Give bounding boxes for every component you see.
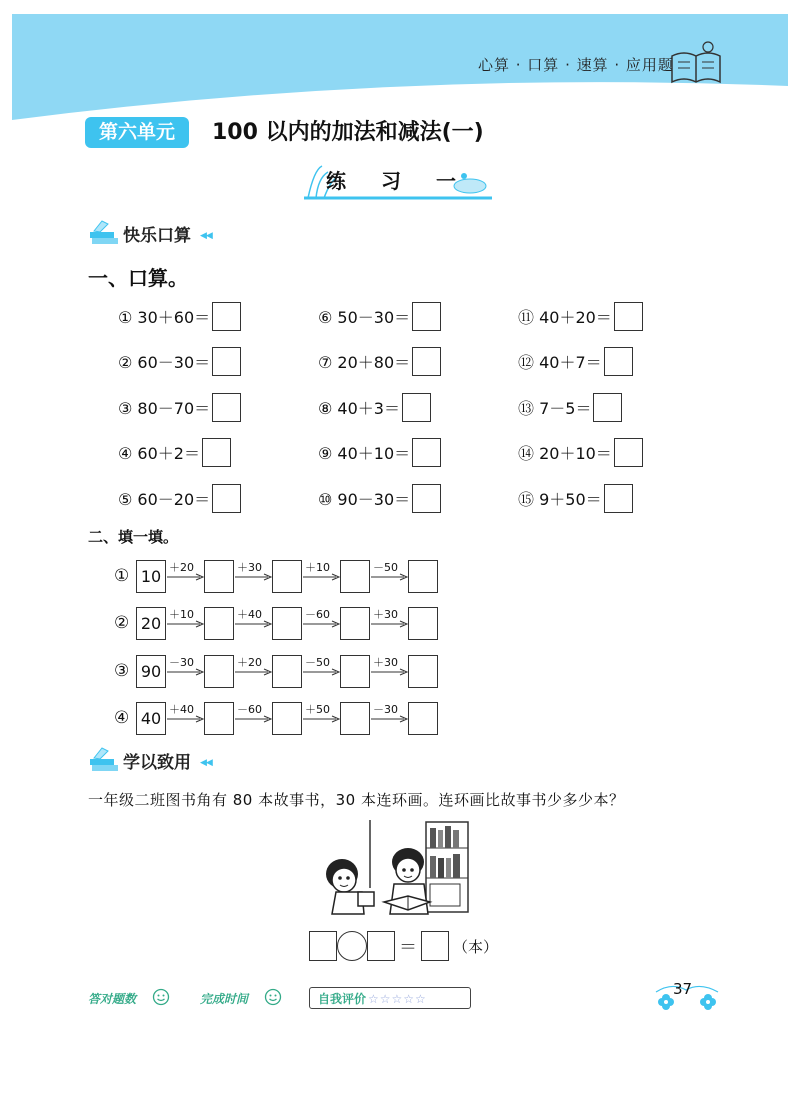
equation-row [309,929,498,963]
double-arrow-icon: ◀◀ [200,758,212,768]
chain-row-2 [114,606,438,640]
problem-8 [318,391,431,423]
problem-text: ⑭ 20＋10＝ [518,443,612,463]
chain-operation [234,560,272,593]
answer-box[interactable] [412,438,441,467]
double-arrow-icon: ◀◀ [200,231,212,241]
chain-answer-box[interactable] [272,655,302,688]
chain-operation [370,560,408,593]
answer-box[interactable] [604,347,633,376]
books-icon [86,745,122,775]
right-arrow-icon [302,619,340,629]
operation-label: ＋20 [237,655,262,669]
right-arrow-icon [234,572,272,582]
chain-answer-box[interactable] [204,702,234,735]
problem-9 [318,436,441,468]
chain-answer-box[interactable] [340,560,370,593]
operation-label: ＋10 [305,560,330,574]
answer-box[interactable] [212,302,241,331]
chain-number: ② [114,613,130,633]
chain-start-box: 90 [136,655,166,688]
smiley-icon [264,988,282,1006]
operation-label: －50 [373,560,398,574]
operation-label: －60 [305,607,330,621]
chain-operation [370,607,408,640]
self-evaluation-box [309,987,471,1009]
chain-row-4 [114,701,438,735]
chain-start-box: 20 [136,607,166,640]
problem-text: ⑫ 40＋7＝ [518,352,602,372]
chain-operation [166,655,204,688]
chain-operation [370,655,408,688]
problem-10 [318,482,441,514]
chain-answer-box[interactable] [340,655,370,688]
problem-7 [318,345,441,377]
chain-operation [302,607,340,640]
problem-text: ⑦ 20＋80＝ [318,352,411,372]
chain-answer-box[interactable] [408,560,438,593]
problem-1 [118,300,241,332]
problem-text: ④ 60＋2＝ [118,443,200,463]
problem-11 [518,300,643,332]
chain-operation [234,702,272,735]
equation-box[interactable] [309,931,337,961]
unit-title: 100 以内的加法和减法(一) [212,120,484,145]
answer-box[interactable] [412,347,441,376]
problem-text: ⑥ 50－30＝ [318,307,411,327]
chain-operation [234,607,272,640]
open-book-icon [668,38,724,88]
equation-box[interactable] [367,931,395,961]
chain-answer-box[interactable] [204,560,234,593]
operation-label: ＋30 [237,560,262,574]
chain-answer-box[interactable] [408,655,438,688]
smiley-icon [152,988,170,1006]
rating-stars[interactable]: ☆☆☆☆☆ [368,992,427,1006]
chain-operation [166,702,204,735]
problem-text: ⑬ 7－5＝ [518,398,592,418]
result-box[interactable] [421,931,449,961]
chain-operation [302,702,340,735]
chain-operation [370,702,408,735]
part2-title: 二、填一填。 [88,528,179,546]
operation-label: ＋40 [169,702,194,716]
problem-6 [318,300,441,332]
chain-answer-box[interactable] [408,702,438,735]
problem-2 [118,345,241,377]
right-arrow-icon [302,572,340,582]
answer-box[interactable] [614,302,643,331]
answer-box[interactable] [212,393,241,422]
answer-box[interactable] [412,484,441,513]
problem-text: ① 30＋60＝ [118,307,211,327]
problem-5 [118,482,241,514]
chain-number: ③ [114,661,130,681]
unit-badge: 第六单元 [85,117,189,148]
right-arrow-icon [166,714,204,724]
chain-answer-box[interactable] [408,607,438,640]
answer-box[interactable] [212,347,241,376]
right-arrow-icon [370,714,408,724]
problem-text: ⑤ 60－20＝ [118,489,211,509]
chain-row-3 [114,654,438,688]
problem-text: ⑧ 40＋3＝ [318,398,400,418]
chain-operation [166,607,204,640]
answer-box[interactable] [212,484,241,513]
chain-operation [166,560,204,593]
word-problem-text: 一年级二班图书角有 80 本故事书，30 本连环画。连环画比故事书少多少本？ [88,791,625,809]
exercise-title: 练 习 一 [326,169,470,193]
chain-answer-box[interactable] [340,607,370,640]
time-used-label: 完成时间 [200,992,249,1006]
problem-text: ③ 80－70＝ [118,398,211,418]
header-subtitle: 心算 · 口算 · 速算 · 应用题 [478,56,674,74]
equals-sign: ＝ [399,937,417,958]
operation-label: －30 [169,655,194,669]
chain-operation [234,655,272,688]
chain-answer-box[interactable] [204,655,234,688]
answer-box[interactable] [402,393,431,422]
right-arrow-icon [166,667,204,677]
operation-label: －60 [237,702,262,716]
chain-start-box: 10 [136,560,166,593]
chain-answer-box[interactable] [272,702,302,735]
answer-box[interactable] [202,438,231,467]
children-reading-illustration [322,818,472,918]
chain-start-box: 40 [136,702,166,735]
chain-number: ④ [114,708,130,728]
right-arrow-icon [234,714,272,724]
operation-label: ＋30 [373,607,398,621]
chain-operation [302,655,340,688]
right-arrow-icon [302,714,340,724]
operation-label: ＋10 [169,607,194,621]
operation-label: －30 [373,702,398,716]
right-arrow-icon [234,667,272,677]
operation-label: ＋50 [305,702,330,716]
problem-text: ⑨ 40＋10＝ [318,443,411,463]
chain-answer-box[interactable] [340,702,370,735]
right-arrow-icon [370,619,408,629]
right-arrow-icon [302,667,340,677]
problem-text: ② 60－30＝ [118,352,211,372]
problem-text: ⑮ 9＋50＝ [518,489,602,509]
operator-circle[interactable] [337,931,367,961]
section-label-application: 学以致用 [123,753,191,773]
answer-box[interactable] [604,484,633,513]
problem-4 [118,436,231,468]
operation-label: ＋20 [169,560,194,574]
answer-box[interactable] [593,393,622,422]
chain-answer-box[interactable] [272,607,302,640]
right-arrow-icon [370,667,408,677]
right-arrow-icon [166,619,204,629]
chain-answer-box[interactable] [272,560,302,593]
right-arrow-icon [370,572,408,582]
problem-text: ⑩ 90－30＝ [318,489,411,509]
problem-14 [518,436,643,468]
answer-box[interactable] [614,438,643,467]
problem-text: ⑪ 40＋20＝ [518,307,612,327]
chain-answer-box[interactable] [204,607,234,640]
chain-operation [302,560,340,593]
problem-12 [518,345,633,377]
problem-15 [518,482,633,514]
self-eval-label: 自我评价 [318,992,367,1006]
correct-count-label: 答对题数 [88,992,137,1006]
chain-row-1 [114,559,438,593]
problem-13 [518,391,622,423]
part1-title: 一、口算。 [88,266,188,290]
section-label-mental-math: 快乐口算 [123,226,191,246]
right-arrow-icon [234,619,272,629]
books-icon [86,218,122,248]
operation-label: ＋30 [373,655,398,669]
page-number: 37 [673,980,693,998]
unit-label: （本） [453,937,499,956]
right-arrow-icon [166,572,204,582]
problem-3 [118,391,241,423]
answer-box[interactable] [412,302,441,331]
chain-number: ① [114,566,130,586]
operation-label: ＋40 [237,607,262,621]
operation-label: －50 [305,655,330,669]
